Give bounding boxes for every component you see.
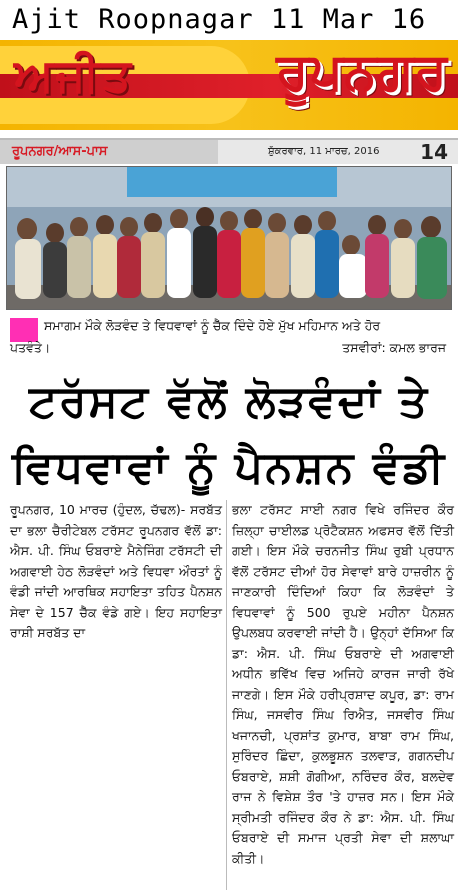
article-column-right: ਭਲਾ ਟਰੱਸਟ ਸਾਈ ਨਗਰ ਵਿਖੇ ਰਜਿੰਦਰ ਕੌਰ ਜ਼ਿਲ੍ਹਾ ਚਾਈਲਡ ਪ੍ਰੋਟੈਕਸ਼ਨ ਅਫਸਰ ਵੱਲੋਂ ਦਿੱਤੀ ਗਈ। ਇਸ ਮੌਕੇ ਚਰਨਜੀਤ ਸਿੰਘ ਰੁਬੀ ਪ੍ਰਧਾਨ ਵੱਲੋਂ ਟਰੱਸਟ ਦੀਆਂ ਹੋਰ ਸੇਵਾਵਾਂ ਬਾਰੇ ਹਾਜ਼ਰੀਨ ਨੂੰ ਜਾਣਕਾਰੀ ਦਿੰਦਿਆਂ ਕਿਹਾ ਕਿ ਲੋੜਵੰਦਾਂ ਤੇ ਵਿਧਵਾਵਾਂ ਨੂੰ 500 ਰੁਪਏ ਮਹੀਨਾ ਪੈਨਸ਼ਨ ਉਪਲਬਧ ਕਰਵਾਈ ਜਾਂਦੀ ਹੈ। ਉਨ੍ਹਾਂ ਦੱਸਿਆ ਕਿ ਡਾ: ਐਸ. ਪੀ. ਸਿੰਘ ਓਬਰਾਏ ਦੀ ਅਗਵਾਈ ਅਧੀਨ ਭਵਿੱਖ ਵਿਚ ਅਜਿਹੇ ਕਾਰਜ ਜਾਰੀ ਰੱਖੇ ਜਾਣਗੇ। ਇਸ ਮੌਕੇ ਹਰੀਪ੍ਰਸ਼ਾਦ ਕਪੂਰ, ਡਾ: ਰਾਮ ਸਿੰਘ, ਜਸਵੀਰ ਸਿੰਘ ਰਿਐਤ, ਜਸਵੀਰ ਸਿੰਘ ਖਜਾਨਚੀ, ਪ੍ਰਸ਼ਾਂਤ ਕੁਮਾਰ, ਬਾਬਾ ਰਾਮ ਸਿੰਘ, ਸੁਰਿੰਦਰ ਛਿੰਦਾ, ਕੁਲਭੂਸ਼ਨ ਤਲਵਾੜ, ਗਗਨਦੀਪ ਓਬਰਾਏ, ਸ਼ਸ਼ੀ ਗੋਗੀਆ, ਨਰਿੰਦਰ ਕੌਰ, ਬਲਦੇਵ ਰਾਜ ਨੇ ਵਿਸ਼ੇਸ਼ ਤੌਰ 'ਤੇ ਹਾਜ਼ਰ ਸਨ। ਇਸ ਮੌਕੇ ਸ੍ਰੀਮਤੀ ਰਜਿੰਦਰ ਕੌਰ ਨੇ ਡਾ: ਐਸ. ਪੀ. ਸਿੰਘ ਓਬਰਾਏ ਦੀ ਸਮਾਜ ਪ੍ਰਤੀ ਸੇਵਾ ਦੀ ਸ਼ਲਾਘਾ ਕੀਤੀ।	[232, 502, 454, 866]
photo-credit: ਤਸਵੀਰਾਂ: ਕਮਲ ਭਾਰਜ	[342, 340, 446, 355]
photo-caption	[10, 316, 452, 362]
section-label: ਰੂਪਨਗਰ/ਆਸ-ਪਾਸ	[0, 140, 218, 164]
page-number: 14	[420, 140, 448, 164]
newspaper-name: ਅਜੀਤ	[14, 48, 133, 102]
headline-line1: ਟਰੱਸਟ ਵੱਲੋਂ ਲੋੜਵੰਦਾਂ ਤੇ	[29, 376, 429, 427]
article-headline	[0, 372, 458, 498]
column-divider	[226, 500, 227, 890]
newspaper-masthead	[0, 40, 458, 130]
edition-city-name: ਰੂਪਨਗਰ	[276, 42, 448, 102]
news-photo	[6, 166, 452, 310]
clip-label: Ajit Roopnagar 11 Mar 16	[0, 0, 458, 40]
headline-line2: ਵਿਧਵਾਵਾਂ ਨੂੰ ਪੈਨਸ਼ਨ ਵੰਡੀ	[11, 442, 447, 493]
issue-date: ਸ਼ੁੱਕਰਵਾਰ, 11 ਮਾਰਚ, 2016	[268, 146, 380, 157]
caption-text-line1: ਸਮਾਗਮ ਮੌਕੇ ਲੋੜਵੰਦ ਤੇ ਵਿਧਵਾਵਾਂ ਨੂੰ ਚੈੱਕ ਦਿੰਦੇ ਹੋਏ ਮੁੱਖ ਮਹਿਮਾਨ ਅਤੇ ਹੋਰ	[44, 318, 381, 333]
section-header-bar	[0, 138, 458, 164]
caption-text-line2: ਪਤਵੰਤੇ।	[10, 340, 51, 355]
event-photo-illustration	[7, 167, 452, 310]
article-column-left: ਰੂਪਨਗਰ, 10 ਮਾਰਚ (ਹੁੰਦਲ, ਚੱਢਲ)- ਸਰਬੱਤ ਦਾ ਭਲਾ ਚੈਰੀਟੇਬਲ ਟਰੱਸਟ ਰੂਪਨਗਰ ਵੱਲੋਂ ਡਾ: ਐਸ. ਪੀ. ਸਿੰਘ ਓਬਰਾਏ ਮੈਨੇਜਿੰਗ ਟਰੱਸਟੀ ਦੀ ਅਗਵਾਈ ਹੇਠ ਲੋੜਵੰਦਾਂ ਅਤੇ ਵਿਧਵਾ ਔਰਤਾਂ ਨੂੰ ਵੰਡੀ ਜਾਂਦੀ ਆਰਥਿਕ ਸਹਾਇਤਾ ਤਹਿਤ ਪੈਨਸ਼ਨ ਸੇਵਾ ਦੇ 157 ਚੈੱਕ ਵੰਡੇ ਗਏ। ਇਹ ਸਹਾਇਤਾ ਰਾਸ਼ੀ ਸਰਬੱਤ ਦਾ	[10, 502, 222, 640]
